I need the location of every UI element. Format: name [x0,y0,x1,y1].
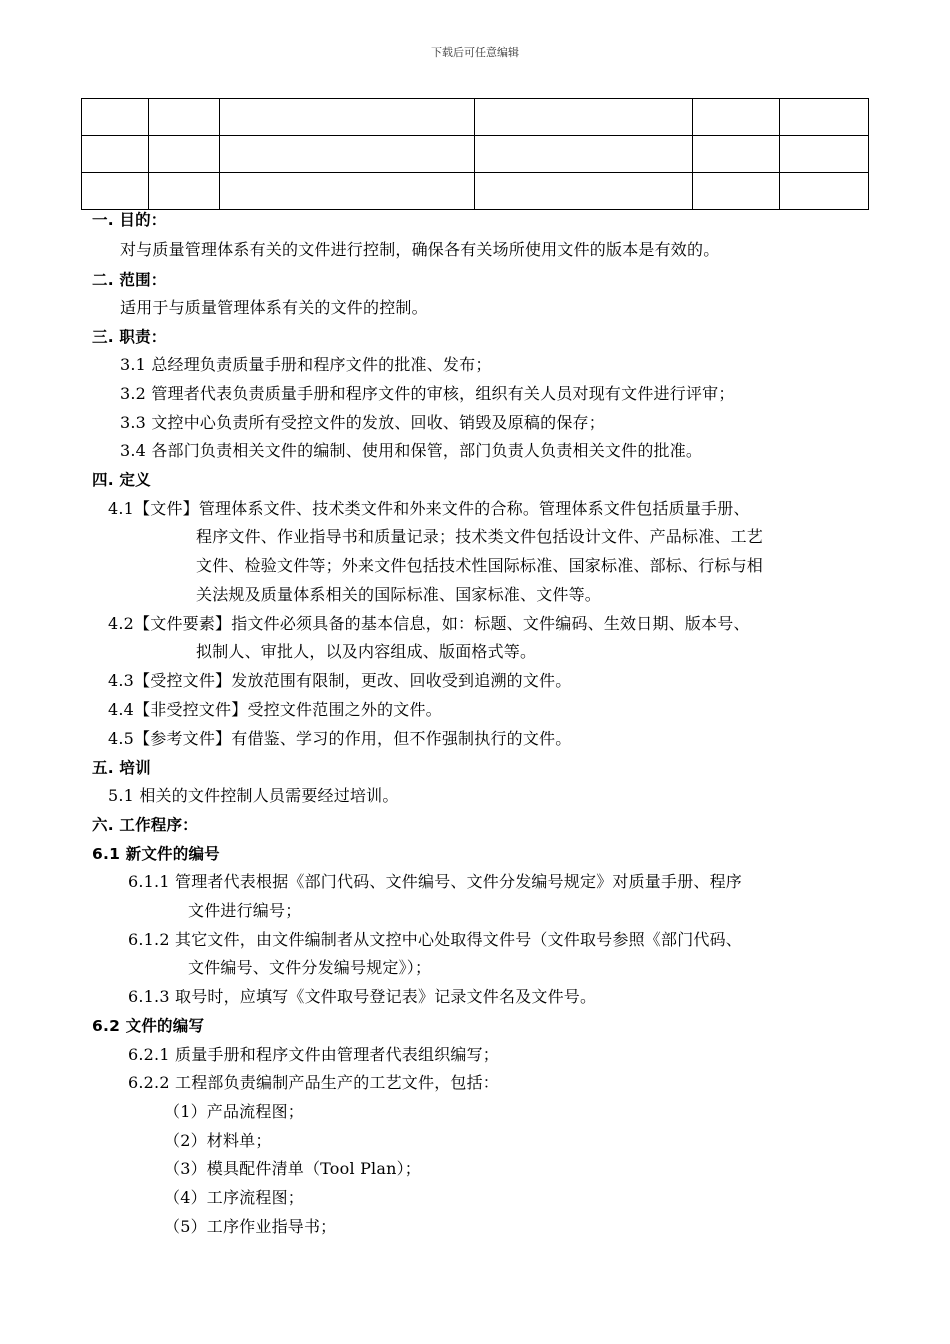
table-cell [149,136,220,173]
section-purpose-title: 一. 目的： [92,211,167,229]
duty-item: 3.4 各部门负责相关文件的编制、使用和保管，部门负责人负责相关文件的批准。 [120,441,703,460]
section-training-title: 五. 培训 [92,759,151,777]
table-cell [693,173,780,210]
table-cell [82,173,149,210]
list-item: （5）工序作业指导书； [164,1217,337,1236]
section-definitions-title: 四. 定义 [92,471,151,489]
table-cell [780,99,869,136]
procedure-item: 6.1.1 管理者代表根据《部门代码、文件编号、文件分发编号规定》对质量手册、程序 [128,872,742,891]
table-cell [220,173,475,210]
list-item: （3）模具配件清单（Tool Plan）； [164,1159,422,1178]
duty-item: 3.2 管理者代表负责质量手册和程序文件的审核，组织有关人员对现有文件进行评审； [120,384,735,403]
section-scope-title: 二. 范围： [92,271,167,289]
table-row [82,99,869,136]
header-table [81,98,869,210]
table-cell [780,136,869,173]
table-cell [693,136,780,173]
definition-item: 4.2【文件要素】指文件必须具备的基本信息，如：标题、文件编码、生效日期、版本号、 [108,614,750,633]
procedure-item: 6.1.3 取号时，应填写《文件取号登记表》记录文件名及文件号。 [128,987,597,1006]
procedure-item: 6.2.2 工程部负责编制产品生产的工艺文件，包括： [128,1073,499,1092]
duty-item: 3.1 总经理负责质量手册和程序文件的批准、发布； [120,355,492,374]
table-cell [475,99,693,136]
subsection-numbering-title: 6.1 新文件的编号 [92,845,220,863]
definition-item: 4.4【非受控文件】受控文件范围之外的文件。 [108,700,442,719]
definition-continuation: 程序文件、作业指导书和质量记录；技术类文件包括设计文件、产品标准、工艺 [196,527,764,546]
definition-item: 4.3【受控文件】发放范围有限制，更改、回收受到追溯的文件。 [108,671,572,690]
duty-item: 3.3 文控中心负责所有受控文件的发放、回收、销毁及原稿的保存； [120,413,605,432]
list-item: （4）工序流程图； [164,1188,304,1207]
definition-item: 4.5【参考文件】有借鉴、学习的作用，但不作强制执行的文件。 [108,729,572,748]
definition-continuation: 拟制人、审批人，以及内容组成、版面格式等。 [196,642,537,661]
table-cell [82,99,149,136]
training-item: 5.1 相关的文件控制人员需要经过培训。 [108,786,399,805]
table-cell [149,173,220,210]
section-procedure-title: 六. 工作程序： [92,816,198,834]
table-cell [149,99,220,136]
procedure-item: 6.2.1 质量手册和程序文件由管理者代表组织编写； [128,1045,499,1064]
table-cell [693,99,780,136]
procedure-continuation: 文件编号、文件分发编号规定》）； [188,958,432,977]
table-cell [475,136,693,173]
table-row [82,136,869,173]
scope-text: 适用于与质量管理体系有关的文件的控制。 [120,298,428,317]
list-item: （1）产品流程图； [164,1102,304,1121]
procedure-item: 6.1.2 其它文件，由文件编制者从文控中心处取得文件号（文件取号参照《部门代码、 [128,930,742,949]
definition-continuation: 关法规及质量体系相关的国际标准、国家标准、文件等。 [196,585,602,604]
definition-continuation: 文件、检验文件等；外来文件包括技术性国际标准、国家标准、部标、行标与相 [196,556,764,575]
subsection-writing-title: 6.2 文件的编写 [92,1017,205,1035]
table-cell [220,136,475,173]
list-item: （2）材料单； [164,1131,272,1150]
procedure-continuation: 文件进行编号； [188,901,302,920]
page-header: 下载后可任意编辑 [431,46,519,59]
table-row [82,173,869,210]
definition-item: 4.1【文件】管理体系文件、技术类文件和外来文件的合称。管理体系文件包括质量手册、 [108,499,750,518]
table-cell [475,173,693,210]
table-cell [82,136,149,173]
section-duties-title: 三. 职责： [92,328,167,346]
purpose-text: 对与质量管理体系有关的文件进行控制，确保各有关场所使用文件的版本是有效的。 [120,240,720,259]
table-cell [220,99,475,136]
table-cell [780,173,869,210]
